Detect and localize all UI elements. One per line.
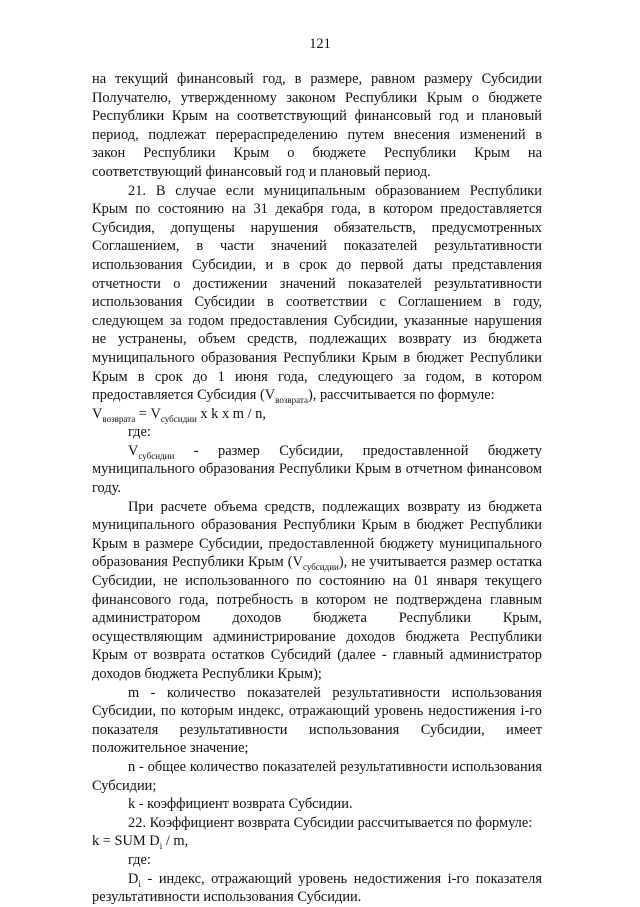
definition-v-subsidii: $V_{субсидии}$ - размер Субсидии, предоставленной бюджету муниципального образования Республики Крым в отчетном финансовом году. [92, 442, 542, 497]
continuation-paragraph: на текущий финансовый год, в размере, равном размеру Субсидии Получателю, утвержденному законом Республики Крым о бюджете Республики Крым на соответствующий финансовый год и плановый период, подлежат перераспределению путем внесения изменений в закон Республики Крым о бюджете Республики Крым на соответствующий финансовый год и плановый период. [92, 71, 542, 180]
paragraph-21: 21. В случае если муниципальным образованием Республики Крым по состоянию на 31 декабря года, в котором предоставляется Субсидия, допущены нарушения обязательств, предусмотренных Соглашением, в части значений показателей результативности использования Субсидии, и в срок до первой даты представления отчетности о достижении значений показателей результативности использования Субсидии в соответствии с Соглашением в году, следующем за годом предоставления Субсидии, указанные нарушения не устранены, объем средств, подлежащих возврату из бюджета муниципального образования Республики Крым в бюджет Республики Крым в срок до 1 июня года, следующего за годом, в котором предоставляется Субсидия $(V_{возврата})$, рассчитывается по формуле: [92, 182, 542, 405]
formula-k: k = SUM $D_i$ / m, [92, 833, 189, 852]
calculation-paragraph: При расчете объема средств, подлежащих возврату из бюджета муниципального образования Республики Крым в бюджет Республики Крым в размере Субсидии, предоставленной бюджету муниципального образования Республики Крым $(V_{субсидии})$, не учитывается размер остатка Субсидии, не использованного по состоянию на 01 января текущего финансового года, потребность в котором не подтверждена главным администратором доходов бюджета Республики Крым, осуществляющим администрирование доходов бюджета Республики Крым от возврата остатков Субсидий (далее - главный администратор доходов бюджета Республики Крым); [92, 498, 543, 682]
definition-di: $D_i$ - индекс, отражающий уровень недостижения i-го показателя результативности использования Субсидии. [92, 870, 542, 906]
where-label-1: где: [128, 424, 151, 441]
page-number: 121 [309, 36, 331, 52]
paragraph-22: 22. Коэффициент возврата Субсидии рассчитывается по формуле: [128, 814, 533, 831]
formula-v-vozvrata: $V_{возврата} = V_{субсидии}$ x k x m / n, [92, 405, 266, 424]
definition-n: n - общее количество показателей результативности использования Субсидии; [92, 758, 542, 794]
definition-m: m - количество показателей результативности использования Субсидии, по которым индекс, отражающий уровень недостижения i-го показателя результативности использования Субсидии, имеет положительное значение; [92, 684, 542, 757]
definition-k: k - коэффициент возврата Субсидии. [128, 796, 353, 813]
where-label-2: где: [128, 851, 151, 868]
document-body [92, 70, 542, 907]
